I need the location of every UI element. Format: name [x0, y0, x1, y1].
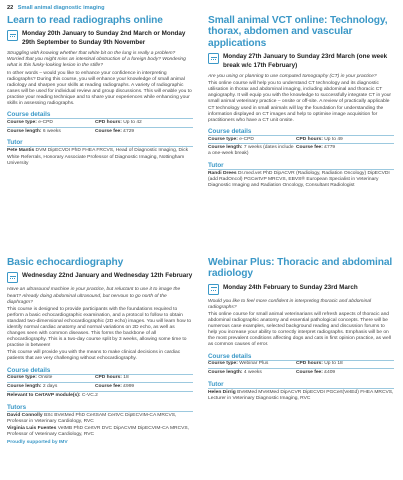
- course-intro: Struggling with knowing whether that white bit on the lung is really a problem? Worried that you might miss an intestinal obstruction of a foreign body? Wondering what is this funky-looking lesion in the stifle?: [7, 51, 186, 69]
- tutor-entry: David Connolly BSc BVetMed PhD CertSAM CertVC DipECVIM-CA MRCVS, Professor in Veterinary Cardiology, RVC: [7, 412, 177, 424]
- course-details-heading: Course details: [208, 352, 252, 360]
- course-title: Webinar Plus: Thoracic and abdominal radiology: [208, 257, 393, 280]
- detail-row: Relevant to CertAVP module(s): C-VC.2: [7, 391, 193, 400]
- course-title: Learn to read radiographs online: [7, 15, 163, 26]
- tutor-entry: Virginia Luis Fuentes VetMB PhD CertVR DVC DipACVIM DipECVIM-CA MRCVS, Professor of Veterinary Cardiology, RVC: [7, 425, 189, 437]
- tutor-entry: Randi Drees Dr.med.vet PhD DipACVR (Radiology, Radiation Oncology) DipECVDI (add RadOncol) PGCertVP MRCVS, EBVS® European Specialist in Veterinary Diagnostic Imaging and Radiation Oncology, Consultant Radiologist: [208, 171, 390, 189]
- tutor-entry: Helen Dirrig BVetMed MVetMed DipACVR DipECVDI PGCert(VetEd) FHEA MRCVS, Lecturer in Veterinary Diagnostic Imaging, RVC: [208, 389, 394, 402]
- detail-row: Course length: 2 days Course fee: £999: [7, 382, 193, 391]
- course-dates: Monday 24th February to Sunday 23rd March: [208, 284, 394, 295]
- course-description: This online course will help you to understand CT technology and its diagnostic utilisation in thorax and abdominal imaging, including abdominal and thoracic CT angiography. It will equip you with the knowledge to successfully integrate CT in your small animal veterinary practice – onsite or off-site. A review of practically applicable CT technology used in small animals will lay the foundation for understanding the information displayed on CT images and help to optimise image acquisition for practitioners who have a CT unit onsite.: [208, 81, 392, 123]
- detail-row: Course length: 4 weeks Course fee: £409: [208, 368, 394, 377]
- calendar-icon: [7, 272, 18, 283]
- tutor-heading: Tutor: [7, 139, 23, 147]
- sponsor-note: Proudly supported by IMV: [7, 439, 68, 445]
- course-description: This course is designed to provide participants with the foundations required to perform a basic echocardiographic examination, and a protocol to follow to obtain standard two-dimensional echocardiographic (2D echo) images. You will learn how to identify normal cardiac anatomy and normal variations on 2D echo, as well as changes seen with common diseases. This forms the backbone of all echocardiography. This is a two-day course split by 3 weeks, allowing some time to practise in between!: [7, 306, 192, 349]
- course-title: Basic echocardiography: [7, 257, 124, 268]
- course-webinar-radiology: [208, 257, 394, 402]
- tutor-entry: Pete Mantis DVM DipECVDI PhD FHEA FRCVS, Head of Diagnostic Imaging, Dick White Referrals, Honorary Associate Professor of Diagnostic Imaging, Nottingham University: [7, 148, 189, 166]
- course-description: This course will provide you with the means to make clinical decisions in cardiac patients that are very challenging without echocardiography.: [7, 350, 181, 362]
- course-details-heading: Course details: [208, 127, 252, 135]
- section-title: Small animal diagnostic imaging: [17, 5, 105, 11]
- calendar-icon: [208, 53, 219, 64]
- tutor-heading: Tutors: [7, 403, 27, 411]
- course-details-heading: Course details: [7, 366, 51, 374]
- calendar-icon: [208, 284, 219, 295]
- page-number: 22: [7, 5, 14, 11]
- course-dates: Wednesday 22nd January and Wednesday 12th February: [7, 272, 193, 283]
- detail-row: Course length: 6 weeks Course fee: £729: [7, 127, 193, 136]
- calendar-icon: [7, 30, 18, 41]
- course-description: This online course for small animal veterinarians will refresh aspects of thoracic and abdominal radiographic anatomy and essential pathological concepts. There will be numerous case examples, selected background reading and discussion forums to help you increase your ability to correctly interpret radiographs. Emphasis will be on the most prevalent conditions affecting dogs and cats in first opinion practice, as well as common causes of error.: [208, 312, 391, 348]
- page-header: [7, 5, 105, 11]
- course-description: In other words – would you like to enhance your confidence in interpreting radiographs? During this course, you will enhance your knowledge of small animal radiology and sharpen your skills at reading radiographs. A variety of radiographic cases will be used for individual review and group discussions. This will enable you to practise your reading technique and to share your experiences while enhancing your skills in assessing radiographs.: [7, 70, 192, 106]
- course-intro: Are you using or planning to use computed tomography (CT) in your practice?: [208, 74, 377, 80]
- detail-row: Course type: e-CPD CPD hours: Up to 42: [7, 118, 193, 127]
- detail-row: Course type: Webinar Plus CPD hours: Up to 18: [208, 360, 394, 369]
- course-vct: [208, 15, 394, 190]
- course-echocardiography: [7, 257, 193, 445]
- course-radiographs: [7, 15, 193, 167]
- detail-row: Course type: e-CPD CPD hours: Up to 49: [208, 135, 394, 144]
- detail-row: Course type: Onsite CPD hours: 18: [7, 374, 193, 383]
- course-title: Small animal VCT online: Technology, thorax, abdomen and vascular applications: [208, 15, 388, 49]
- detail-row: Course length: 7 weeks (dates include a one-week break) Course fee: £779: [208, 143, 394, 158]
- course-intro: Would you like to feel more confident in interpreting thoracic and abdominal radiographs?: [208, 298, 372, 310]
- tutor-heading: Tutor: [208, 380, 224, 388]
- course-dates: Monday 27th January to Sunday 23rd March (one week break w/c 17th February): [208, 53, 394, 70]
- course-details-heading: Course details: [7, 111, 51, 119]
- tutor-heading: Tutor: [208, 162, 224, 170]
- course-dates: Monday 20th January to Sunday 2nd March or Monday 29th September to Sunday 9th November: [7, 30, 193, 47]
- course-intro: Have an ultrasound machine in your practice, but reluctant to use it to image the heart? Already doing abdominal ultrasound, but nervous to go north of the diaphragm?: [7, 287, 181, 305]
